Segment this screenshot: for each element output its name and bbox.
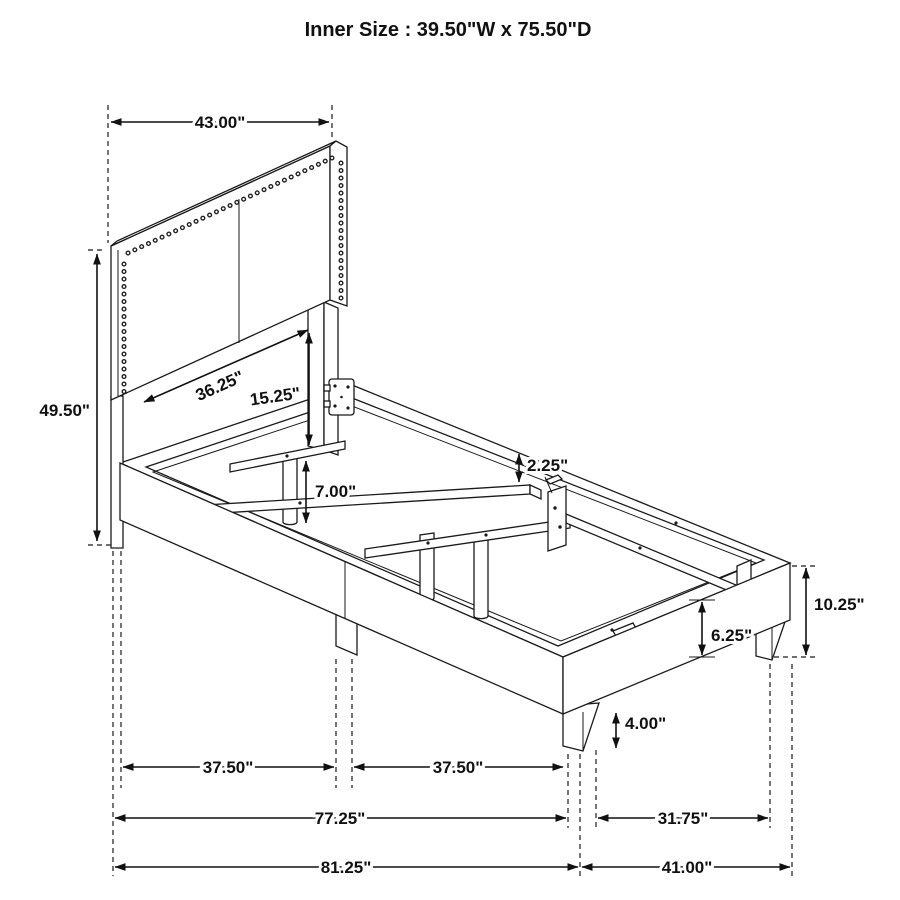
svg-text:6.25": 6.25" [711,626,753,645]
dimension-headboard-height [39,250,114,545]
page-title: Inner Size : 39.50"W x 75.50"D [304,19,592,41]
svg-text:77.25": 77.25" [314,809,366,828]
center-rail-bracket [548,486,566,551]
svg-text:81.25": 81.25" [320,858,372,877]
svg-text:15.25": 15.25" [248,383,302,410]
headboard-right-edge [330,141,347,306]
svg-text:7.00": 7.00" [315,482,357,501]
dimension-overall-length [115,858,578,877]
dimension-rail-rear-section [354,758,563,777]
headboard-right-leg [308,300,338,455]
headboard-panel [111,146,330,400]
dimension-length-to-foot-leg [115,809,566,828]
dimension-foot-leg-height [616,713,666,748]
svg-text:4.00": 4.00" [625,714,667,733]
svg-text:37.50": 37.50" [432,758,484,777]
svg-text:36.25": 36.25" [192,367,247,405]
svg-text:49.50": 49.50" [39,401,90,420]
dimension-width-between-legs [598,809,768,828]
headboard-mounting-bracket [324,379,354,415]
dimension-rail-front-section [123,758,334,777]
svg-text:37.50": 37.50" [202,758,254,777]
svg-text:31.75": 31.75" [657,809,709,828]
svg-text:43.00": 43.00" [194,113,246,132]
svg-text:41.00": 41.00" [661,858,713,877]
dimension-overall-width [582,858,790,877]
svg-text:2.25": 2.25" [527,456,569,475]
svg-text:10.25": 10.25" [814,595,865,614]
